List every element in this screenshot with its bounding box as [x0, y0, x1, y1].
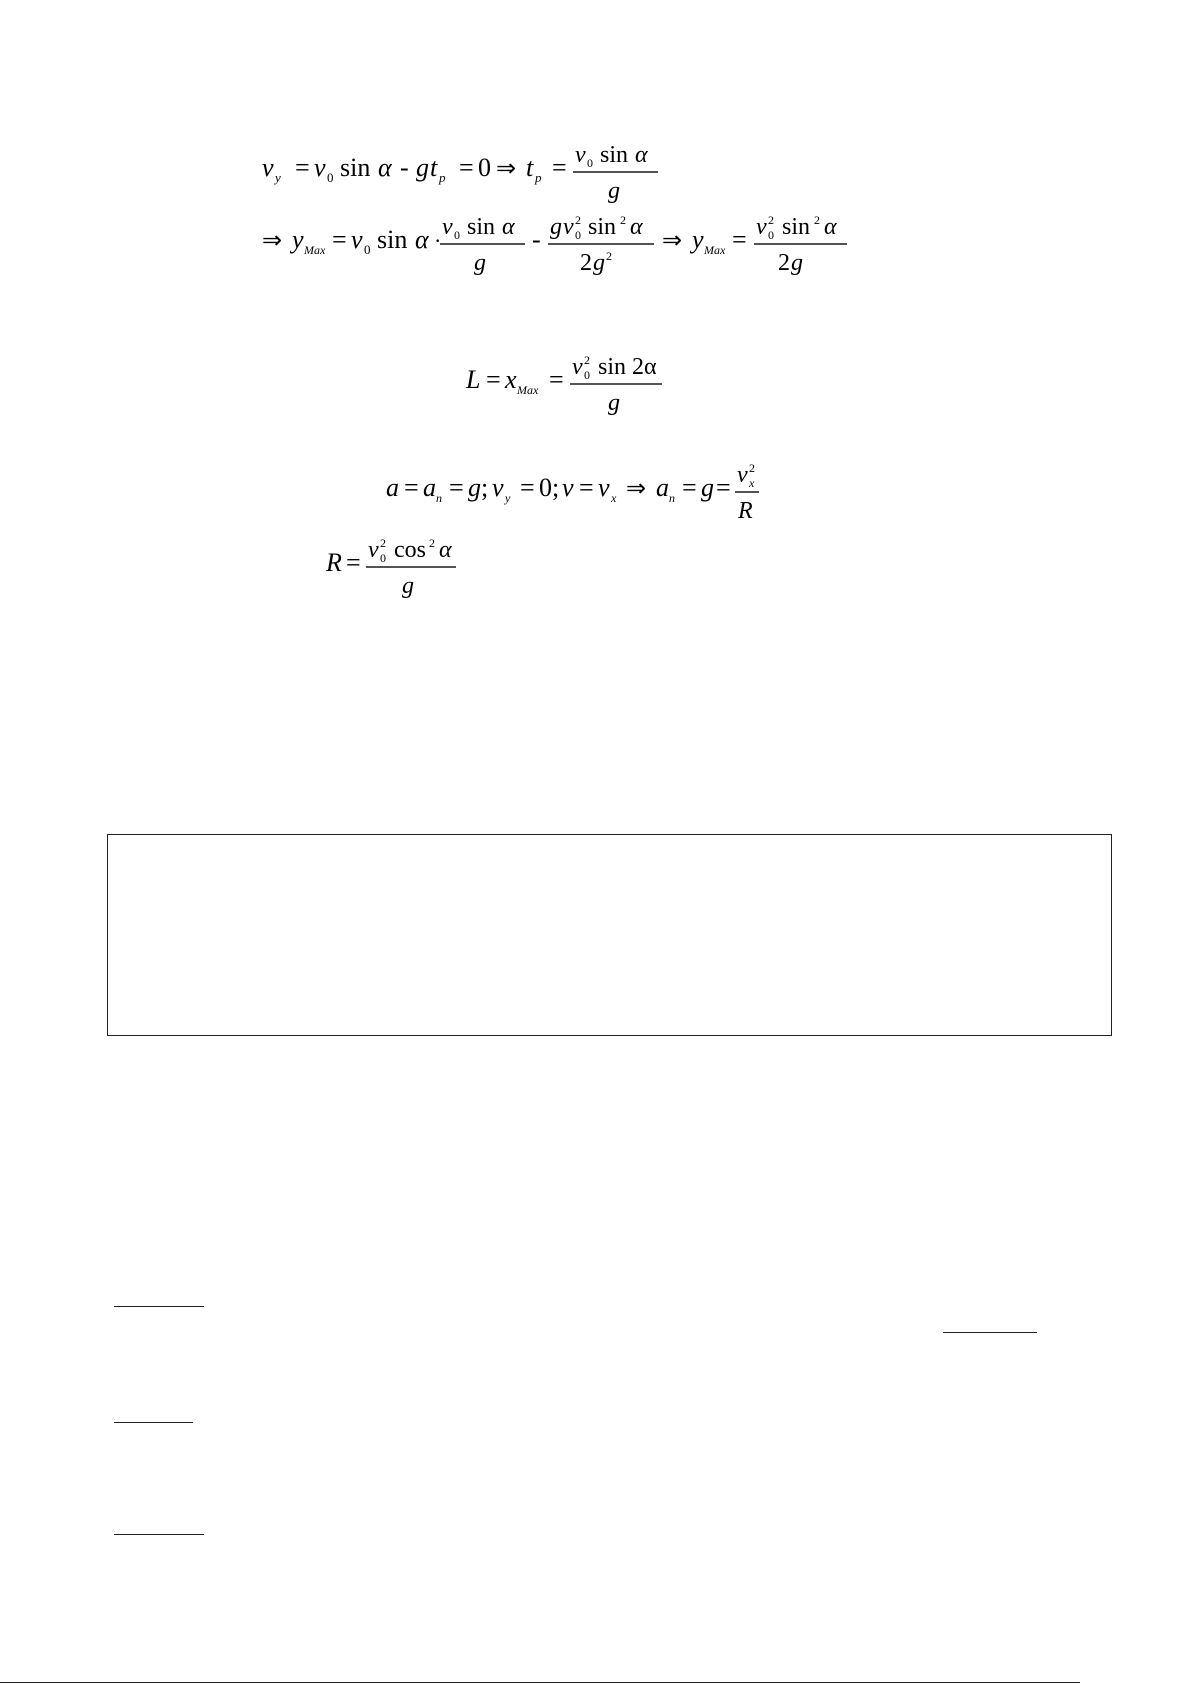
eq2-f2-den-sup: 2	[606, 249, 612, 263]
equation-vertical-velocity	[262, 140, 648, 210]
eq1-frac-alpha: α	[635, 142, 648, 168]
eq3-v-sup: 2	[584, 353, 590, 367]
eq4-zero: 0	[539, 473, 552, 502]
eq2-f2-den-2: 2	[580, 250, 592, 276]
eq3-v: v	[572, 354, 583, 380]
eq2-f1-sin: sin	[467, 214, 496, 240]
eq2-sin: sin	[377, 225, 408, 254]
eq1-t: t	[430, 153, 438, 182]
equation-normal-acceleration	[386, 460, 766, 532]
eq4-a: a	[386, 473, 399, 502]
eq1-t-sub: p	[439, 170, 446, 185]
eq1-eq1: =	[295, 153, 310, 182]
eq4-frac-v-sup: 2	[749, 461, 755, 475]
eq2-f3-sin: sin	[782, 214, 811, 240]
eq1-eq3: =	[552, 153, 567, 182]
eq1-alpha: α	[378, 153, 392, 182]
eq3-x-sub: Max	[517, 383, 539, 397]
eq4-eq6: =	[716, 473, 731, 502]
eq1-eq2: =	[459, 153, 474, 182]
eq2-v0-sub: 0	[364, 242, 371, 257]
eq1-g: g	[416, 153, 429, 182]
eq1-tp-sub: p	[535, 170, 542, 185]
eq1-sin: sin	[340, 153, 371, 182]
eq3-x: x	[505, 365, 517, 394]
eq4-eq4: =	[579, 473, 594, 502]
eq2-f2-alpha: α	[630, 214, 643, 240]
eq4-v: v	[562, 473, 574, 502]
eq2-dot: ·	[434, 228, 442, 253]
eq2-f1-v: v	[442, 214, 453, 240]
eq1-frac-g: g	[608, 178, 620, 204]
eq4-semi2: ;	[552, 473, 560, 502]
eq2-implies: ⇒	[262, 228, 283, 254]
eq2-y2: y	[692, 225, 704, 254]
eq1-minus: -	[400, 153, 409, 182]
eq4-an2: a	[656, 473, 669, 502]
eq4-frac-v: v	[737, 462, 748, 488]
eq4-vy: v	[492, 473, 504, 502]
eq4-g2: g	[701, 473, 714, 502]
eq4-vx-sub: x	[611, 491, 617, 505]
eq2-eq2: =	[732, 225, 747, 254]
eq5-R: R	[326, 548, 342, 577]
eq1-vy: v	[262, 153, 274, 182]
eq1-frac-v: v	[575, 142, 586, 168]
eq5-alpha: α	[439, 537, 452, 563]
equation-radius-curvature	[326, 535, 466, 607]
equation-normal-acceleration-svg	[386, 460, 766, 532]
eq2-y2-sub: Max	[704, 243, 726, 257]
eq3-sin: sin	[598, 354, 627, 380]
eq1-v0-sub: 0	[327, 170, 334, 185]
eq5-cos-sup: 2	[429, 536, 435, 550]
equation-radius-curvature-svg	[326, 535, 466, 607]
eq4-frac-v-sub: x	[749, 476, 755, 490]
eq2-f1-alpha: α	[502, 214, 515, 240]
eq4-an2-sub: n	[669, 491, 675, 505]
eq2-f2-g: g	[550, 214, 562, 240]
eq5-cos: cos	[394, 537, 426, 563]
eq4-an: a	[423, 473, 436, 502]
eq4-semi1: ;	[481, 473, 489, 502]
eq2-f3-sub: 0	[768, 228, 774, 242]
eq2-f2-sin: sin	[588, 214, 617, 240]
eq5-v: v	[368, 537, 379, 563]
eq2-f3-alpha: α	[824, 214, 837, 240]
eq1-v0: v	[314, 153, 326, 182]
underline-mark-1	[114, 1306, 204, 1307]
eq1-tp: t	[526, 153, 534, 182]
equation-max-height	[262, 212, 842, 284]
eq3-v-sub: 0	[584, 368, 590, 382]
eq1-implies: ⇒	[496, 156, 517, 182]
eq2-minus: -	[532, 225, 541, 254]
eq4-vx: v	[598, 473, 610, 502]
underline-mark-3	[114, 1422, 193, 1423]
eq2-y-sub: Max	[304, 243, 326, 257]
eq5-v-sub: 0	[380, 551, 386, 565]
eq2-f2-sin-sup: 2	[620, 213, 626, 227]
eq4-vy-sub: y	[505, 491, 511, 505]
footer-rule	[0, 1682, 1080, 1683]
eq2-f1-g: g	[474, 250, 486, 276]
equation-range	[466, 352, 666, 424]
underline-mark-2	[943, 1332, 1037, 1333]
eq5-eq: =	[346, 548, 361, 577]
eq3-eq2: =	[549, 365, 564, 394]
eq5-v-sup: 2	[380, 536, 386, 550]
eq2-f2-v: v	[563, 214, 574, 240]
eq4-eq3: =	[520, 473, 535, 502]
equation-vertical-velocity-svg	[262, 140, 648, 210]
underline-mark-4	[114, 1534, 204, 1535]
eq2-y: y	[292, 225, 304, 254]
eq2-f3-den-2: 2	[778, 250, 790, 276]
eq3-eq1: =	[486, 365, 501, 394]
eq1-vy-sub: y	[275, 170, 281, 185]
equation-range-svg	[466, 352, 666, 424]
eq2-f2-den-g: g	[593, 250, 605, 276]
eq4-R: R	[738, 498, 753, 524]
eq2-f3-den-g: g	[791, 250, 803, 276]
eq2-f3-v: v	[756, 214, 767, 240]
eq2-f3-sup: 2	[768, 213, 774, 227]
eq4-g: g	[468, 473, 481, 502]
equation-max-height-svg	[262, 212, 842, 284]
eq4-eq1: =	[404, 473, 419, 502]
eq2-implies2: ⇒	[662, 228, 683, 254]
eq1-frac-v-sub: 0	[587, 156, 593, 170]
eq2-alpha: α	[415, 225, 429, 254]
eq3-L: L	[466, 365, 481, 394]
eq4-eq2: =	[449, 473, 464, 502]
eq2-v0: v	[351, 225, 363, 254]
eq3-g: g	[608, 390, 620, 416]
eq2-f2-sup: 2	[575, 213, 581, 227]
eq1-zero: 0	[478, 153, 491, 182]
eq4-implies: ⇒	[626, 476, 647, 502]
eq2-eq1: =	[332, 225, 347, 254]
eq1-frac-sin: sin	[600, 142, 629, 168]
eq4-an-sub: n	[436, 491, 442, 505]
eq3-2alpha: 2α	[632, 354, 657, 380]
eq4-eq5: =	[682, 473, 697, 502]
eq2-f1-v-sub: 0	[454, 228, 460, 242]
eq2-f2-sub: 0	[575, 228, 581, 242]
eq5-g: g	[402, 573, 414, 599]
eq2-f3-sin-sup: 2	[814, 213, 820, 227]
empty-bordered-box	[107, 834, 1112, 1036]
